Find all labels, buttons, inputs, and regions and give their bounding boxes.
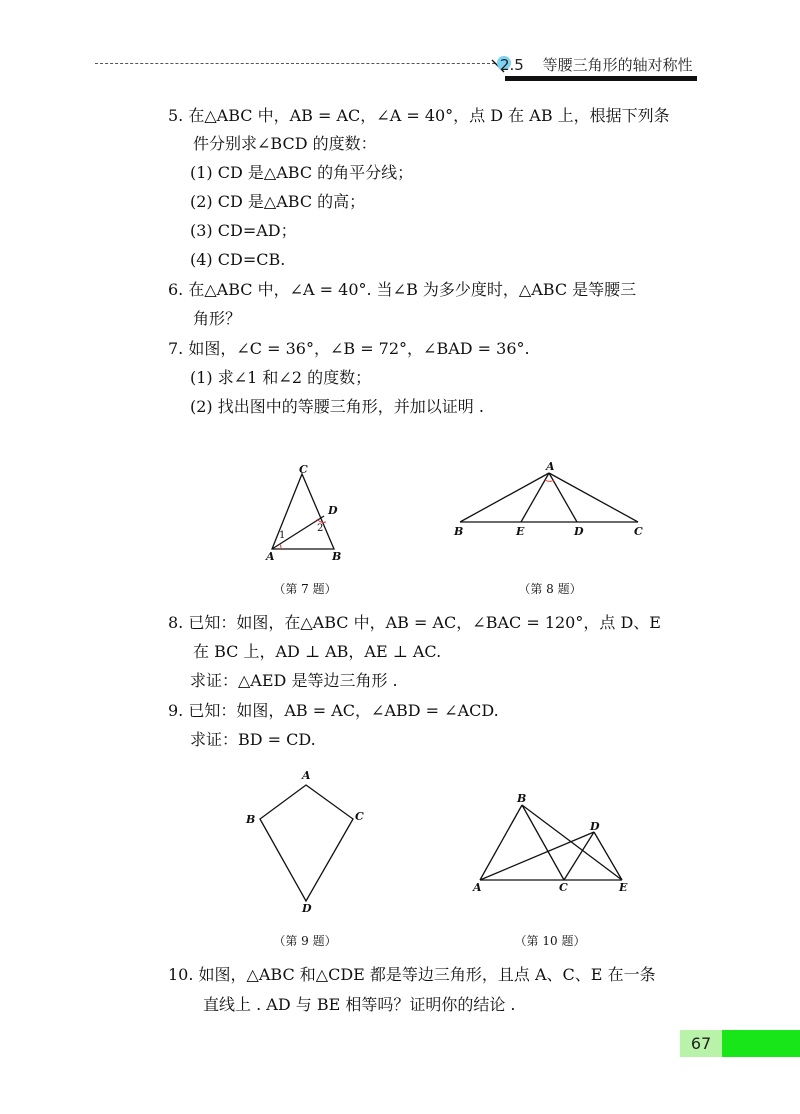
figure-10-caption: （第 10 题） <box>514 934 586 948</box>
fig10-label-c: C <box>559 881 568 894</box>
figure-10 <box>465 788 645 900</box>
fig10-segment-de <box>594 832 622 880</box>
problem-9-line-1: 9. 已知：如图，AB = AC，∠ABD = ∠ACD. <box>168 701 499 720</box>
fig10-segment-bc <box>522 805 564 880</box>
problem-8-line-2: 在 BC 上，AD ⊥ AB，AE ⊥ AC. <box>193 642 442 661</box>
section-number: 2.5 <box>500 56 524 74</box>
problem-5-part-2: (2) CD 是△ABC 的高； <box>190 192 366 211</box>
section-title: 等腰三角形的轴对称性 <box>542 56 693 74</box>
problem-7-part-2: (2) 找出图中的等腰三角形，并加以证明 . <box>190 397 484 416</box>
figure-8-caption: （第 8 题） <box>518 582 582 596</box>
running-header <box>500 54 693 75</box>
fig7-label-c: C <box>299 463 308 476</box>
problem-6-line-2: 角形？ <box>193 309 242 328</box>
problem-10-line-2: 直线上 . AD 与 BE 相等吗？证明你的结论 . <box>203 995 516 1014</box>
problem-6-line-1: 6. 在△ABC 中，∠A = 40°. 当∠B 为多少度时，△ABC 是等腰三 <box>168 280 637 299</box>
fig10-segment-ad <box>480 832 594 880</box>
figure-8 <box>450 458 650 542</box>
fig8-label-e: E <box>516 525 525 538</box>
fig7-angle-1-mark <box>280 544 281 549</box>
problem-5-part-4: (4) CD=CB. <box>190 250 286 269</box>
fig8-label-b: B <box>454 525 464 538</box>
figure-9 <box>240 768 370 916</box>
fig10-segment-ab <box>480 805 522 880</box>
fig8-label-c: C <box>634 525 643 538</box>
problem-5-line-2: 件分别求∠BCD 的度数： <box>193 134 377 153</box>
fig10-label-d: D <box>590 820 600 833</box>
fig8-label-d: D <box>574 525 584 538</box>
fig9-label-c: C <box>355 810 364 823</box>
problem-10-line-1: 10. 如图，△ABC 和△CDE 都是等边三角形，且点 A、C、E 在一条 <box>168 965 656 984</box>
fig7-label-b: B <box>332 550 342 563</box>
figure-9-caption: （第 9 题） <box>273 934 337 948</box>
fig7-label-d: D <box>328 504 338 517</box>
fig10-label-b: B <box>517 792 527 805</box>
figure-7-caption: （第 7 题） <box>273 582 337 596</box>
problem-7-part-1: (1) 求∠1 和∠2 的度数； <box>190 368 372 387</box>
problem-8-line-3: 求证：△AED 是等边三角形 . <box>190 671 398 690</box>
fig9-label-a: A <box>302 769 311 782</box>
fig7-label-1: 1 <box>279 530 286 541</box>
fig9-label-d: D <box>302 902 312 915</box>
problem-8-line-1: 8. 已知：如图，在△ABC 中，AB = AC，∠BAC = 120°，点 D、E <box>168 613 661 632</box>
problem-5-line-1: 5. 在△ABC 中，AB = AC，∠A = 40°，点 D 在 AB 上，根据下列条 <box>168 106 670 125</box>
fig10-segment-be <box>522 805 622 880</box>
fig10-label-e: E <box>619 881 628 894</box>
fig9-label-b: B <box>246 813 256 826</box>
figure-7 <box>262 462 352 572</box>
fig9-quadrilateral-abdc <box>260 785 353 901</box>
fig10-label-a: A <box>473 881 482 894</box>
problem-7-line-1: 7. 如图，∠C = 36°，∠B = 72°，∠BAD = 36°. <box>168 339 530 358</box>
problem-9-line-2: 求证：BD = CD. <box>190 730 316 749</box>
fig7-label-a: A <box>266 550 275 563</box>
problem-5-part-1: (1) CD 是△ABC 的角平分线； <box>190 163 414 182</box>
fig8-label-a: A <box>546 460 555 473</box>
fig7-label-2: 2 <box>317 523 324 534</box>
header-rule <box>505 76 697 81</box>
page-number: 67 <box>680 1030 722 1057</box>
header-dashed-rule <box>95 63 495 64</box>
problem-5-part-3: (3) CD=AD； <box>190 221 297 240</box>
